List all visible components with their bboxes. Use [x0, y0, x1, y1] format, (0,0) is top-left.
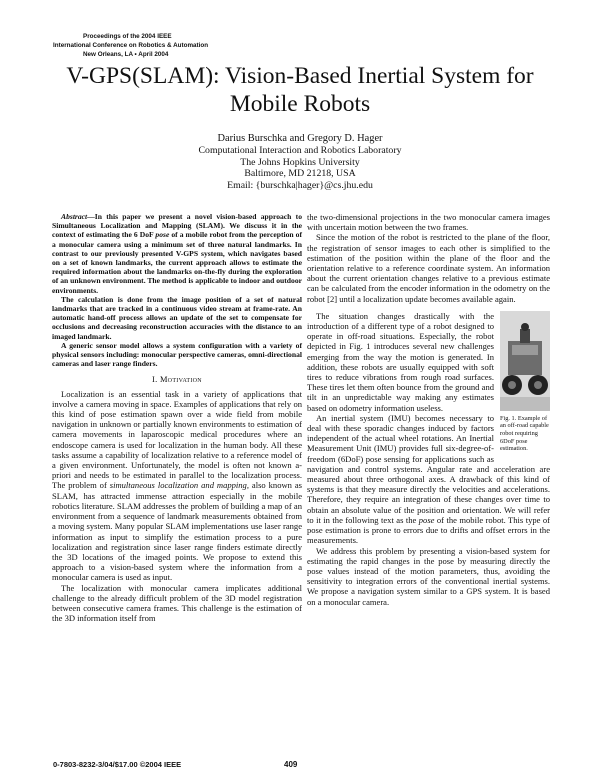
figure-caption: Fig. 1. Example of an off-road capable robot requiring 6DoF pose estimation.	[500, 414, 549, 453]
body-paragraph-r1: Since the motion of the robot is restricted to the plane of the floor, the registration of sensor images to each other is simplified to the estimation of the position within the plane of the floor and the orientation relative to a reference coordinate system. An information about the current orientation changes relative to a previous estimate can be calculated from the encoder information in the odometry on the robot [2] until a localization update becomes available again.	[307, 232, 550, 304]
robot-photo	[500, 311, 550, 411]
paper-title: V-GPS(SLAM): Vision-Based Inertial System for Mobile Robots	[66, 63, 534, 117]
section-heading-motivation	[52, 375, 302, 385]
header-line-2: International Conference on Robotics & Automation	[53, 42, 209, 49]
author-email: Email: {burschka|hager}@cs.jhu.edu	[227, 179, 373, 191]
body-p1-a: Localization is an essential task in a variety of applications that involve a camera moving in space. Examples of applications that rely on this kind of pose estimation spawn over a wide field from mobile navigation in unknown or partially known environments to estimation of camera movements in laparoscopic medical procedures where an endoscope camera is used for localization in the human body. All these tasks assume a capability of localization relative to a reference model of a given environment. Unfortunately, the model is often not known a-priori and needs to be estimated in parallel to the localization process. The problem of	[52, 388, 302, 491]
body-r3-b: of the mobile robot. This type of pose estimation is prone to errors due to drifts and offset errors in the measurements.	[307, 514, 550, 546]
abstract-pose-term: pose	[155, 230, 170, 240]
left-column	[52, 212, 302, 623]
header-line-1: Proceedings of the 2004 IEEE	[83, 33, 172, 40]
abstract-text-a: —In this paper we present a novel vision-based approach to Simultaneous Localization and Mapping (SLAM). We discuss it in the context of estimating the 6 DoF	[52, 212, 302, 240]
abstract-paragraph-1	[52, 212, 302, 295]
right-column	[307, 212, 550, 607]
abstract-paragraph-2: The calculation is done from the image position of a set of natural landmarks that are tracked in a continuous video stream at frame-rate. An automatic hand-off process allows an update of the set to compensate for occlusions and decreasing reconstruction accuracies with the distance to an imaged landmark.	[52, 294, 302, 341]
figure-1	[500, 311, 550, 453]
body-paragraph-r4: We address this problem by presenting a vision-based system for estimating the rapid changes in the pose by measuring directly the pose values instead of the motion parameters, thus, avoiding the sensitivity to integration errors of the conventional inertial systems. We propose a navigation system similar to a GPS system. It is based on a monocular camera.	[307, 545, 550, 607]
abstract	[52, 212, 302, 368]
body-paragraph-2: The localization with monocular camera implicates additional challenge to the already difficult problem of the 3D model registration between consecutive camera frames. This challenge is the estimation of the 3D information itself from	[52, 582, 302, 624]
body-p1-em: simultaneous localization and mapping	[109, 480, 247, 491]
body-paragraph-1	[52, 389, 302, 583]
abstract-paragraph-3: A generic sensor model allows a system configuration with a variety of physical sensors including: monocular perspective cameras, omni-directional cameras and laser range finders.	[52, 340, 302, 369]
author-lab: Computational Interaction and Robotics Laboratory	[198, 145, 402, 157]
author-city: Baltimore, MD 21218, USA	[244, 168, 356, 180]
header-line-3: New Orleans, LA • April 2004	[83, 51, 169, 58]
author-names: Darius Burschka and Gregory D. Hager	[217, 133, 383, 144]
abstract-lead: Abstract	[61, 212, 88, 221]
section-number: I.	[152, 375, 158, 385]
section-title: Motivation	[159, 375, 202, 385]
body-r3-em: pose	[418, 514, 435, 525]
copyright-footer: 0-7803-8232-3/04/$17.00 ©2004 IEEE	[53, 760, 182, 769]
body-r3-a: An inertial system (IMU) becomes necessary to deal with these sporadic changes induced by factors independent of the actual wheel rotations. An Inertial Measurement Unit (IMU) provides full six-degree-of-freedom (6DoF) pose sensing for applications such as navigation and control systems. Angular rate and acceleration are measured about three orthogonal axes. A drawback of this kind of systems is that they measure directly the velocities and accelerations. Therefore, they require an integration of these changes over time to obtain an absolute value of the position and orientation. We will refer to it in the following text as the	[307, 412, 550, 525]
body-p1-b: , also known as SLAM, has attracted immense attraction especially in the mobile robotics literature. SLAM addresses the problem of building a map of an environment from a sequence of landmark measurements obtained from a moving system. Many popular SLAM implementations use laser range information as input to simplify the estimation process to a pure localization and registration since laser range finders estimate directly the 3D locations of the imaged points. We propose to extend this approach to a vision-based system where the information from a monocular camera is used as input.	[52, 480, 302, 583]
proceedings-header	[53, 32, 273, 59]
body-paragraph-r0: the two-dimensional projections in the two monocular camera images with uncertain motion between the two frames.	[307, 212, 550, 233]
page-number: 409	[284, 760, 298, 769]
author-university: The Johns Hopkins University	[240, 156, 360, 168]
body-paragraph-r2: The situation changes drastically with the introduction of a different type of a robot designed to operate in off-road situations. Especially, the robot depicted in Fig. 1 introduces several new challenges emerging from the way the motion is generated. In addition, these robots are usually equipped with soft tires to reduce vibrations from rough road surfaces. These tires let them often bounce from the ground and tilt in an unpredictable way making any estimates based on odometry information useless.	[307, 310, 494, 413]
abstract-text-b: of a mobile robot from the perception of a monocular camera using a minimum set of three natural landmarks. In contrast to our previously presented V-GPS system, which navigates based on a set of known landmarks, the current approach allows to estimate the required information about the landmarks on-the-fly during the exploration of an unknown environment. The method is applicable to indoor and outdoor environments.	[52, 230, 302, 295]
robot-image-icon	[500, 311, 550, 411]
author-block	[100, 133, 500, 191]
